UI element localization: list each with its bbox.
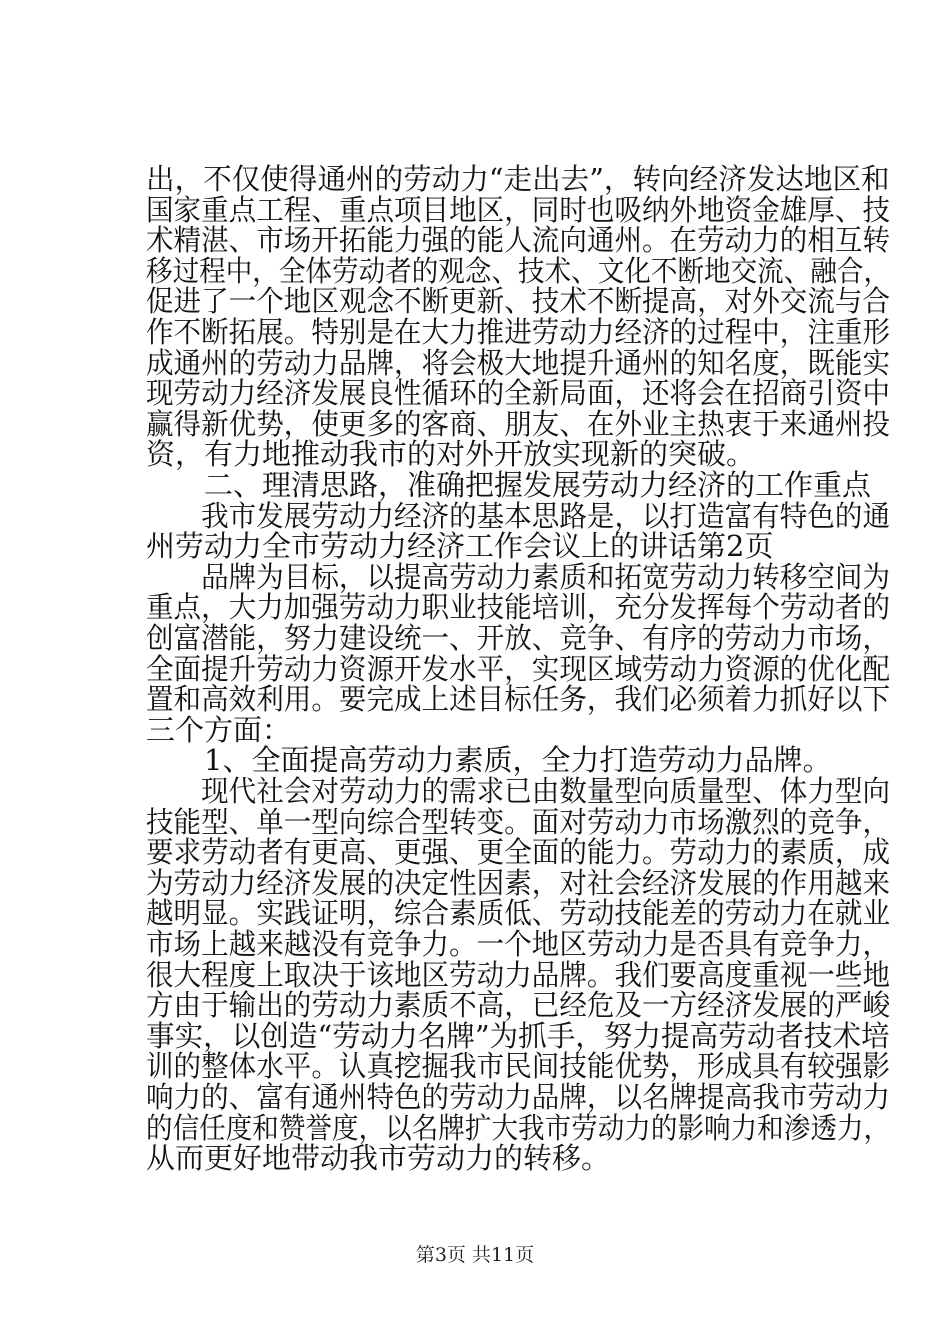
page-footer: 第3页 共11页 (415, 1244, 535, 1266)
text-line: 成通州的劳动力品牌，将会极大地提升通州的知名度，既能实 (146, 346, 891, 380)
text-line: 我市发展劳动力经济的基本思路是，以打造富有特色的通 (146, 499, 891, 533)
text-line: 为劳动力经济发展的决定性因素，对社会经济发展的作用越来 (146, 866, 891, 900)
text-line: 训的整体水平。认真挖掘我市民间技能优势，形成具有较强影 (146, 1049, 891, 1083)
text-line: 创富潜能，努力建设统一、开放、竞争、有序的劳动力市场， (146, 621, 891, 655)
text-line: 从而更好地带动我市劳动力的转移。 (146, 1141, 611, 1175)
text-line: 术精湛、市场开拓能力强的能人流向通州。在劳动力的相互转 (146, 223, 891, 257)
text-line: 的信任度和赞誉度，以名牌扩大我市劳动力的影响力和渗透力， (146, 1111, 891, 1145)
text-line: 国家重点工程、重点项目地区，同时也吸纳外地资金雄厚、技 (146, 193, 891, 227)
text-line: 出，不仅使得通州的劳动力“走出去”，转向经济发达地区和 (146, 162, 890, 196)
text-line: 移过程中，全体劳动者的观念、技术、文化不断地交流、融合， (146, 254, 891, 288)
text-line: 品牌为目标，以提高劳动力素质和拓宽劳动力转移空间为 (146, 560, 891, 594)
text-line: 要求劳动者有更高、更强、更全面的能力。劳动力的素质，成 (146, 835, 891, 869)
text-line: 方由于输出的劳动力素质不高，已经危及一方经济发展的严峻 (146, 988, 891, 1022)
text-line: 赢得新优势，使更多的客商、朋友、在外业主热衷于来通州投 (146, 407, 891, 441)
text-line: 资，有力地推动我市的对外开放实现新的突破。 (146, 437, 756, 471)
text-line: 市场上越来越没有竞争力。一个地区劳动力是否具有竞争力， (146, 927, 891, 961)
text-line: 响力的、富有通州特色的劳动力品牌，以名牌提高我市劳动力 (146, 1080, 891, 1114)
text-line: 技能型、单一型向综合型转变。面对劳动力市场激烈的竞争， (146, 805, 891, 839)
subsection-heading: 1、全面提高劳动力素质，全力打造劳动力品牌。 (146, 743, 832, 777)
text-line: 置和高效利用。要完成上述目标任务，我们必须着力抓好以下 (146, 682, 891, 716)
text-line: 现劳动力经济发展良性循环的全新局面，还将会在招商引资中 (146, 376, 891, 410)
text-line: 州劳动力全市劳动力经济工作会议上的讲话第2页 (146, 529, 774, 563)
text-line: 促进了一个地区观念不断更新、技术不断提高，对外交流与合 (146, 284, 891, 318)
text-line: 很大程度上取决于该地区劳动力品牌。我们要高度重视一些地 (146, 958, 891, 992)
text-line: 越明显。实践证明，综合素质低、劳动技能差的劳动力在就业 (146, 896, 891, 930)
text-line: 重点，大力加强劳动力职业技能培训，充分发挥每个劳动者的 (146, 590, 891, 624)
text-line: 作不断拓展。特别是在大力推进劳动力经济的过程中，注重形 (146, 315, 891, 349)
text-line: 全面提升劳动力资源开发水平，实现区域劳动力资源的优化配 (146, 652, 891, 686)
text-line: 三个方面： (146, 713, 292, 747)
text-line: 事实，以创造“劳动力名牌”为抓手，努力提高劳动者技术培 (146, 1019, 890, 1053)
section-heading: 二、理清思路，准确把握发展劳动力经济的工作重点 (146, 468, 872, 502)
text-line: 现代社会对劳动力的需求已由数量型向质量型、体力型向 (146, 774, 891, 808)
